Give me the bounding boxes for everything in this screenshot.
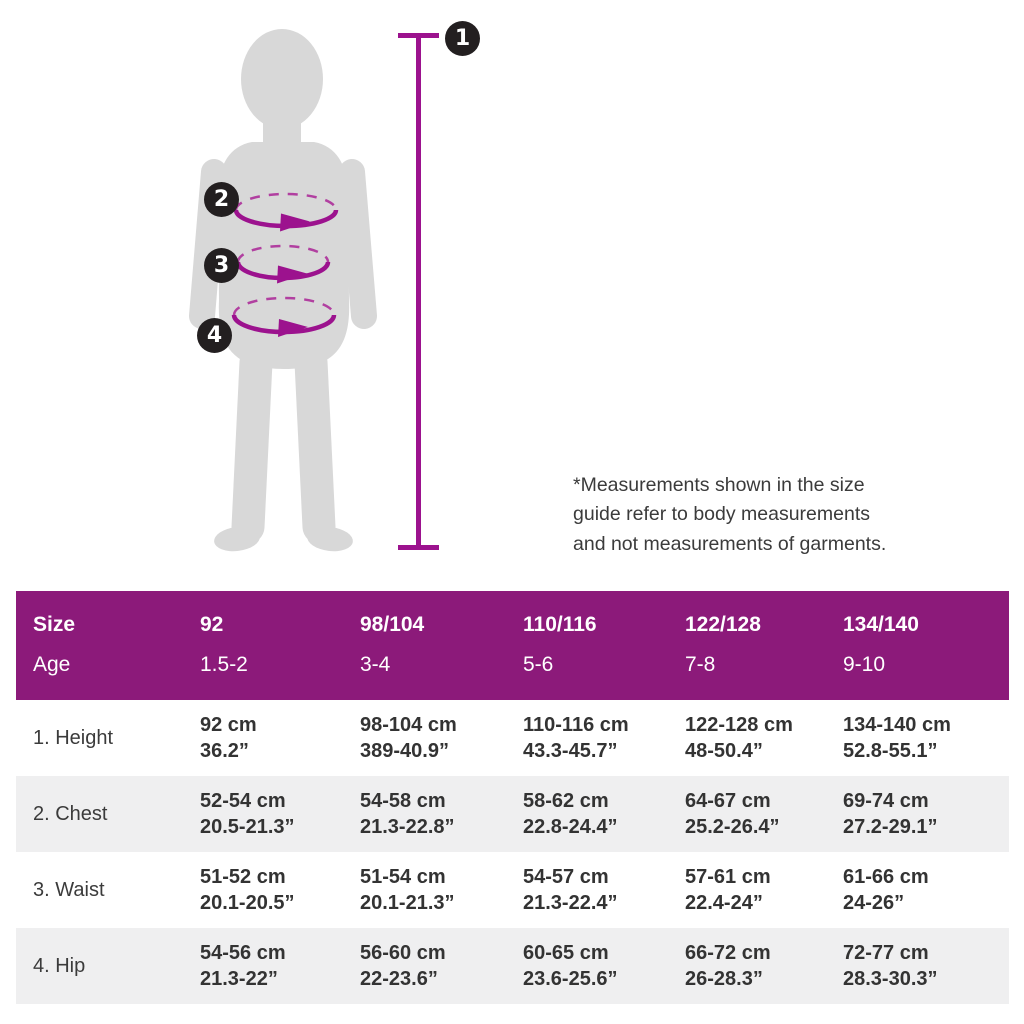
measurements-note	[573, 471, 993, 559]
age-col-1: 1.5-2	[200, 653, 248, 676]
size-label: Size	[33, 613, 76, 636]
chest-cell-5: 69-74 cm 27.2-29.1”	[843, 790, 938, 838]
waist-cell-5: 61-66 cm 24-26”	[843, 866, 929, 914]
chest-cell-3: 58-62 cm 22.8-24.4”	[523, 790, 618, 838]
age-col-4: 7-8	[685, 653, 716, 676]
hip-cell-5: 72-77 cm 28.3-30.3”	[843, 942, 938, 990]
age-col-5: 9-10	[843, 653, 886, 676]
hip-cell-3: 60-65 cm 23.6-25.6”	[523, 942, 618, 990]
height-cell-4: 122-128 cm 48-50.4”	[685, 714, 793, 762]
waist-cell-4: 57-61 cm 22.4-24”	[685, 866, 771, 914]
row-label: 2. Chest	[33, 802, 108, 825]
row-label: 4. Hip	[33, 954, 86, 977]
badge-chest: 2	[204, 182, 239, 217]
hip-cell-4: 66-72 cm 26-28.3”	[685, 942, 771, 990]
waist-cell-3: 54-57 cm 21.3-22.4”	[523, 866, 618, 914]
height-cell-5: 134-140 cm 52.8-55.1”	[843, 714, 951, 762]
badge-waist: 3	[204, 248, 239, 283]
chest-cell-1: 52-54 cm 20.5-21.3”	[200, 790, 295, 838]
size-col-1: 92	[200, 613, 224, 636]
table-row-chest	[16, 776, 1009, 852]
table-row-hip	[16, 928, 1009, 1004]
size-col-4: 122/128	[685, 613, 761, 636]
child-silhouette	[202, 29, 364, 554]
height-cell-2: 98-104 cm 389-40.9”	[360, 714, 457, 762]
chest-cell-4: 64-67 cm 25.2-26.4”	[685, 790, 780, 838]
size-header-row	[33, 605, 1009, 645]
size-table	[16, 591, 1009, 1004]
height-cell-1: 92 cm 36.2”	[200, 714, 257, 762]
measurements-note-line: *Measurements shown in the size	[573, 474, 865, 496]
table-row-waist	[16, 852, 1009, 928]
badge-height: 1	[445, 21, 480, 56]
size-col-3: 110/116	[523, 613, 597, 636]
table-row-height	[16, 700, 1009, 776]
chest-cell-2: 54-58 cm 21.3-22.8”	[360, 790, 455, 838]
waist-cell-2: 51-54 cm 20.1-21.3”	[360, 866, 455, 914]
size-table-header	[16, 591, 1009, 700]
size-col-2: 98/104	[360, 613, 425, 636]
age-col-2: 3-4	[360, 653, 391, 676]
measurements-note-line: and not measurements of garments.	[573, 532, 887, 555]
waist-cell-1: 51-52 cm 20.1-20.5”	[200, 866, 295, 914]
row-label: 1. Height	[33, 726, 114, 749]
height-cell-3: 110-116 cm 43.3-45.7”	[523, 714, 629, 762]
height-measure-line	[398, 36, 439, 548]
age-header-row	[33, 645, 1009, 685]
hip-cell-2: 56-60 cm 22-23.6”	[360, 942, 446, 990]
badge-hip: 4	[197, 318, 232, 353]
row-label: 3. Waist	[33, 878, 105, 901]
hip-cell-1: 54-56 cm 21.3-22”	[200, 942, 286, 990]
measurements-note-line: guide refer to body measurements	[573, 503, 870, 526]
age-label: Age	[33, 653, 71, 676]
age-col-3: 5-6	[523, 653, 554, 676]
size-col-5: 134/140	[843, 613, 919, 636]
